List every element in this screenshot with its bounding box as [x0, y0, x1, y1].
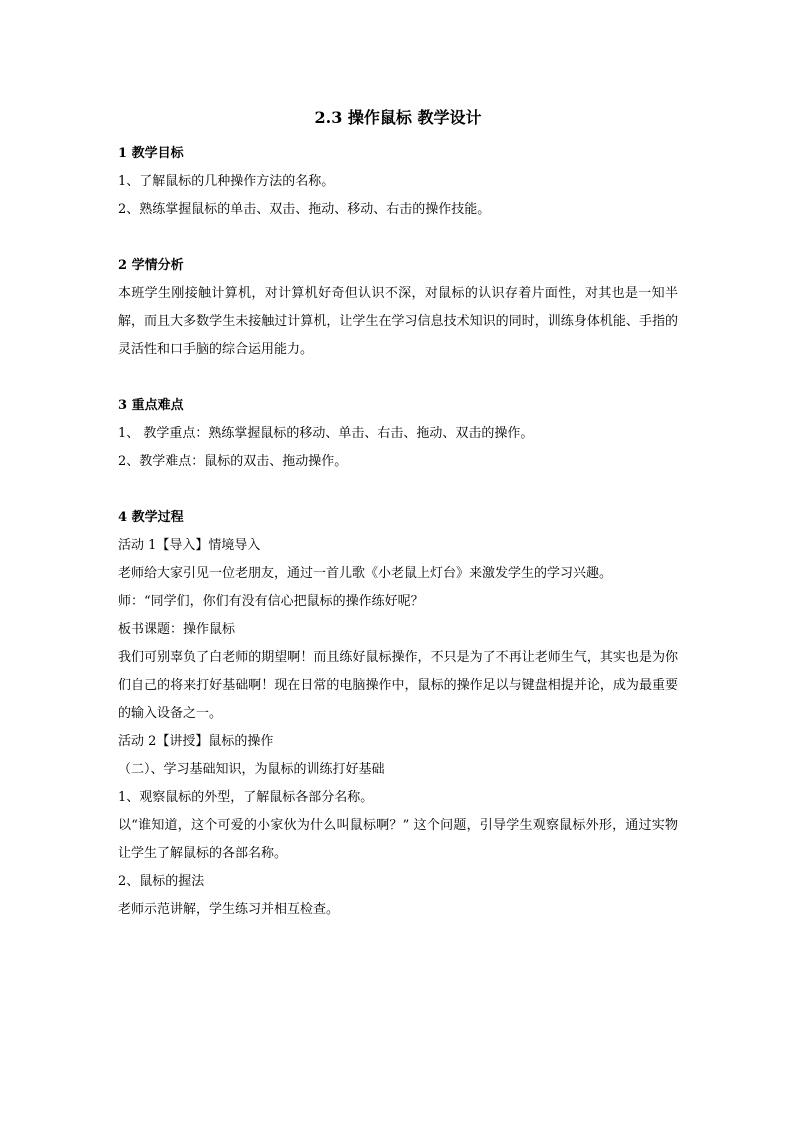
process-line: 板书课题：操作鼠标	[118, 622, 236, 637]
process-paragraph: 我们可别辜负了白老师的期望啊！而且练好鼠标操作，不只是为了不再让老师生气，其实也是为你们自己的将来打好基础啊！现在日常的电脑操作中，鼠标的操作足以与键盘相提并论，成为最重要的输入设备之一。	[118, 650, 678, 721]
process-paragraph: 以“谁知道，这个可爱的小家伙为什么叫鼠标啊？” 这个问题，引导学生观察鼠标外形，通过实物让学生了解鼠标的各部名称。	[118, 818, 678, 861]
spacer	[118, 476, 678, 504]
key-point-line: 1、 教学重点：熟练掌握鼠标的移动、单击、右击、拖动、双击的操作。	[118, 426, 534, 441]
section-heading: 3 重点难点	[118, 398, 184, 413]
section-heading: 4 教学过程	[118, 510, 184, 525]
section-teaching-objectives	[118, 140, 678, 224]
document-body	[118, 104, 678, 924]
spacer	[118, 224, 678, 252]
key-point-line: 2、教学难点：鼠标的双击、拖动操作。	[118, 454, 348, 469]
section-heading: 2 学情分析	[118, 258, 184, 273]
analysis-paragraph: 本班学生刚接触计算机，对计算机好奇但认识不深，对鼠标的认识存着片面性，对其也是一知半解，而且大多数学生未接触过计算机，让学生在学习信息技术知识的同时，训练身体机能、手指的灵活性和口手脑的综合运用能力。	[118, 286, 678, 357]
process-line: 1、观察鼠标的外型，了解鼠标各部分名称。	[118, 790, 374, 805]
objective-line: 2、熟练掌握鼠标的单击、双击、拖动、移动、右击的操作技能。	[118, 202, 491, 217]
process-line: 老师给大家引见一位老朋友，通过一首儿歌《小老鼠上灯台》来激发学生的学习兴趣。	[118, 566, 613, 581]
objective-line: 1、了解鼠标的几种操作方法的名称。	[118, 174, 335, 189]
activity-title: 活动 2【讲授】鼠标的操作	[118, 734, 274, 749]
process-line: 师：“同学们，你们有没有信心把鼠标的操作练好呢？	[118, 594, 424, 609]
process-line: （二）、学习基础知识，为鼠标的训练打好基础	[118, 762, 385, 777]
section-key-points	[118, 392, 678, 476]
document-title: 2.3 操作鼠标 教学设计	[314, 108, 482, 127]
process-line: 老师示范讲解，学生练习并相互检查。	[118, 902, 340, 917]
section-teaching-process	[118, 504, 678, 924]
spacer	[118, 364, 678, 392]
section-student-analysis	[118, 252, 678, 364]
activity-title: 活动 1【导入】情境导入	[118, 538, 261, 553]
section-heading: 1 教学目标	[118, 146, 184, 161]
process-line: 2、鼠标的握法	[118, 874, 205, 889]
